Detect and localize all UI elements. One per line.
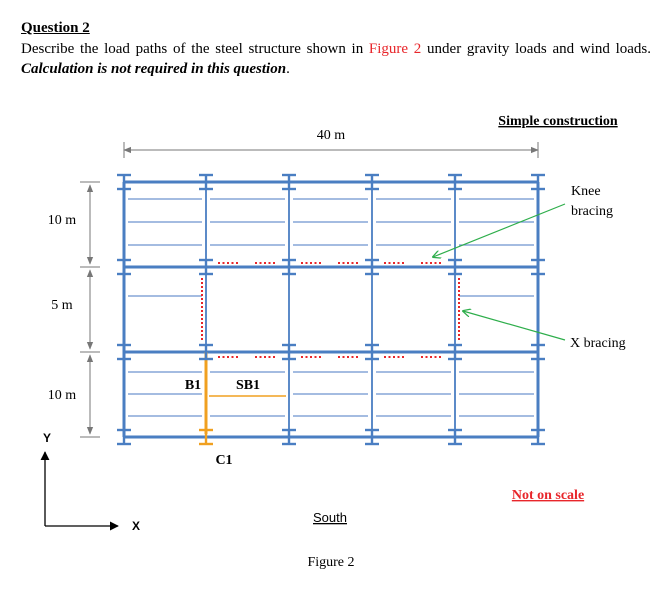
- figure-reference: Figure 2: [368, 41, 422, 57]
- knee-bracing: [218, 263, 442, 357]
- b1-label: B1: [184, 378, 202, 393]
- main-girders: [124, 182, 538, 437]
- orientation-label: South: [313, 510, 347, 525]
- x-bracing-pointer: [463, 311, 565, 340]
- question-text-middle: under gravity loads and wind loads.: [421, 41, 651, 57]
- c1-label: C1: [215, 453, 233, 468]
- highlighted-members: [206, 352, 286, 434]
- question-text-start: Describe the load paths of the steel structure shown in: [21, 41, 369, 57]
- question-emphasis: Calculation is not required in this question: [21, 61, 287, 77]
- knee-bracing-label-line-2: bracing: [571, 204, 613, 219]
- construction-type-label: Simple construction: [498, 114, 618, 129]
- interior-column-lines: [206, 182, 455, 437]
- knee-bracing-label-line-1: Knee: [571, 184, 601, 199]
- bay-dimension-2: 5 m: [51, 298, 73, 313]
- x-bracing-label: X bracing: [570, 336, 626, 351]
- x-bracing: [202, 278, 459, 342]
- columns: [117, 175, 545, 444]
- bay-dimension-3: 10 m: [47, 388, 77, 403]
- question-title: Question 2: [21, 20, 90, 36]
- vertical-dimensions: [80, 182, 100, 437]
- figure-caption: Figure 2: [307, 555, 355, 570]
- knee-bracing-pointer: [433, 204, 565, 257]
- x-axis-label: X: [132, 519, 141, 533]
- sb1-label: SB1: [235, 378, 261, 393]
- question-text-end: .: [286, 61, 290, 77]
- y-axis-label: Y: [42, 431, 52, 445]
- overall-dimension-label: 40 m: [316, 128, 346, 143]
- bay-dimension-1: 10 m: [47, 213, 77, 228]
- column-line-beams: [124, 182, 538, 437]
- scale-note: Not on scale: [511, 488, 585, 503]
